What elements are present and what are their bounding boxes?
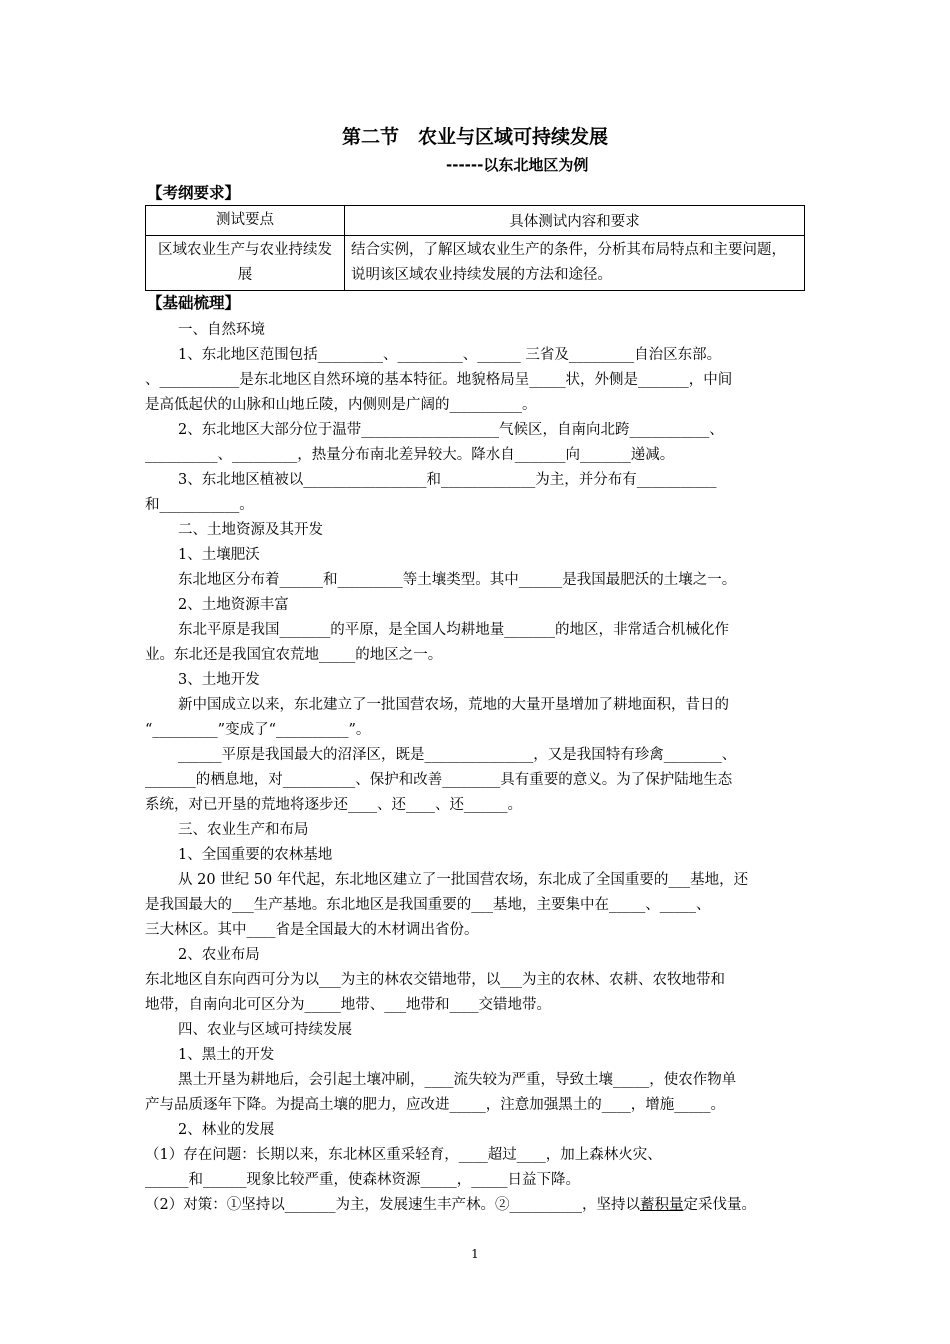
text-line: 地带，自南向北可区分为_____地带、___地带和____交错地带。 [145, 997, 551, 1013]
underlined-term: 蓄积量 [639, 1197, 684, 1213]
section-heading-requirements: 【考纲要求】 [147, 184, 241, 202]
text-line: （1）存在问题：长期以来，东北林区重采轻育，____超过____，加上森林火灾、 [145, 1147, 662, 1163]
text-line: _______的栖息地，对__________、保护和改善________具有重要的意义。为了保护陆地生态 [145, 772, 733, 788]
text-line: 业。东北还是我国宜农荒地_____的地区之一。 [145, 647, 443, 663]
table-row [146, 236, 805, 291]
table-cell-content: 结合实例，了解区域农业生产的条件，分析其布局特点和主要问题，说明该区域农业持续发展的方法和途径。 [345, 236, 805, 291]
text-line: 2、土地资源丰富 [178, 597, 289, 613]
text-line: ______和______现象比较严重，使森林资源_____，_____日益下降。 [145, 1172, 580, 1188]
text-line: 四、农业与区域可持续发展 [178, 1022, 352, 1038]
page-title: 第二节 农业与区域可持续发展 [341, 126, 608, 148]
text-line: “_________”变成了“__________”。 [145, 722, 371, 738]
text-line: 东北平原是我国_______的平原，是全国人均耕地量_______的地区，非常适合机械化作 [178, 622, 729, 638]
text-line: 二、土地资源及其开发 [178, 522, 323, 538]
text-line: 系统，对已开垦的荒地将逐步还____、还____、还______。 [145, 797, 522, 813]
text-line: __________、_________，热量分布南北差异较大。降水自_______向_______递减。 [145, 447, 675, 463]
text-line: 一、自然环境 [178, 322, 265, 338]
text-line: 东北地区自东向西可分为以___为主的林农交错地带，以___为主的农林、农耕、农牧地带和 [145, 972, 725, 988]
text-line: 1、东北地区范围包括_________、_________、______ 三省及_________自治区东部。 [178, 347, 722, 363]
text-line: 1、全国重要的农林基地 [178, 847, 333, 863]
text-line: 1、黑土的开发 [178, 1047, 275, 1063]
text-line: 、___________是东北地区自然环境的基本特征。地貌格局呈_____状，外侧是_______，中间 [145, 372, 733, 388]
text-line: 从 20 世纪 50 年代起，东北地区建立了一批国营农场，东北成了全国重要的___基地，还 [178, 872, 749, 888]
text-line: 3、土地开发 [178, 672, 260, 688]
text-segment: （2）对策：①坚持以_______为主，发展速生丰产林。②__________，坚持以 [145, 1197, 640, 1213]
text-line: 三、农业生产和布局 [178, 822, 309, 838]
text-line: 2、林业的发展 [178, 1122, 275, 1138]
text-segment: 定采伐量。 [683, 1197, 756, 1213]
section-heading-basics: 【基础梳理】 [147, 294, 241, 312]
text-line: 三大林区。其中____省是全国最大的木材调出省份。 [145, 922, 479, 938]
text-line: 和___________。 [145, 497, 254, 513]
text-line: 黑土开垦为耕地后，会引起土壤冲刷，____流失较为严重，导致土壤_____，使农作物单 [178, 1072, 737, 1088]
page-subtitle: ------以东北地区为例 [446, 156, 589, 174]
text-line: 2、东北地区大部分位于温带___________________气候区，自南向北跨___________、 [178, 422, 724, 438]
text-line: ______平原是我国最大的沼泽区，既是_______________，又是我国特有珍禽________、 [178, 747, 737, 763]
table-header-cell: 具体测试内容和要求 [345, 206, 805, 236]
text-line: 1、土壤肥沃 [178, 547, 260, 563]
text-line: 是我国最大的___生产基地。东北地区是我国重要的___基地，主要集中在_____、_____、 [145, 897, 711, 913]
text-line-last [145, 1193, 815, 1214]
table-header-cell: 测试要点 [146, 206, 345, 236]
text-line: 产与品质逐年下降。为提高土壤的肥力，应改进_____，注意加强黑土的____，增施_____。 [145, 1097, 725, 1113]
text-line: 东北地区分布着______和_________等土壤类型。其中______是我国最肥沃的土壤之一。 [178, 572, 737, 588]
page-number: 1 [471, 1247, 479, 1261]
table-cell-point: 区域农业生产与农业持续发展 [146, 236, 345, 291]
requirements-table [145, 205, 805, 291]
table-header-row [146, 206, 805, 236]
text-line: 3、东北地区植被以_________________和_____________为主，并分布有___________ [178, 472, 717, 488]
text-line: 2、农业布局 [178, 947, 260, 963]
text-line: 是高低起伏的山脉和山地丘陵，内侧则是广阔的__________。 [145, 397, 537, 413]
text-line: 新中国成立以来，东北建立了一批国营农场，荒地的大量开垦增加了耕地面积，昔日的 [178, 697, 729, 713]
